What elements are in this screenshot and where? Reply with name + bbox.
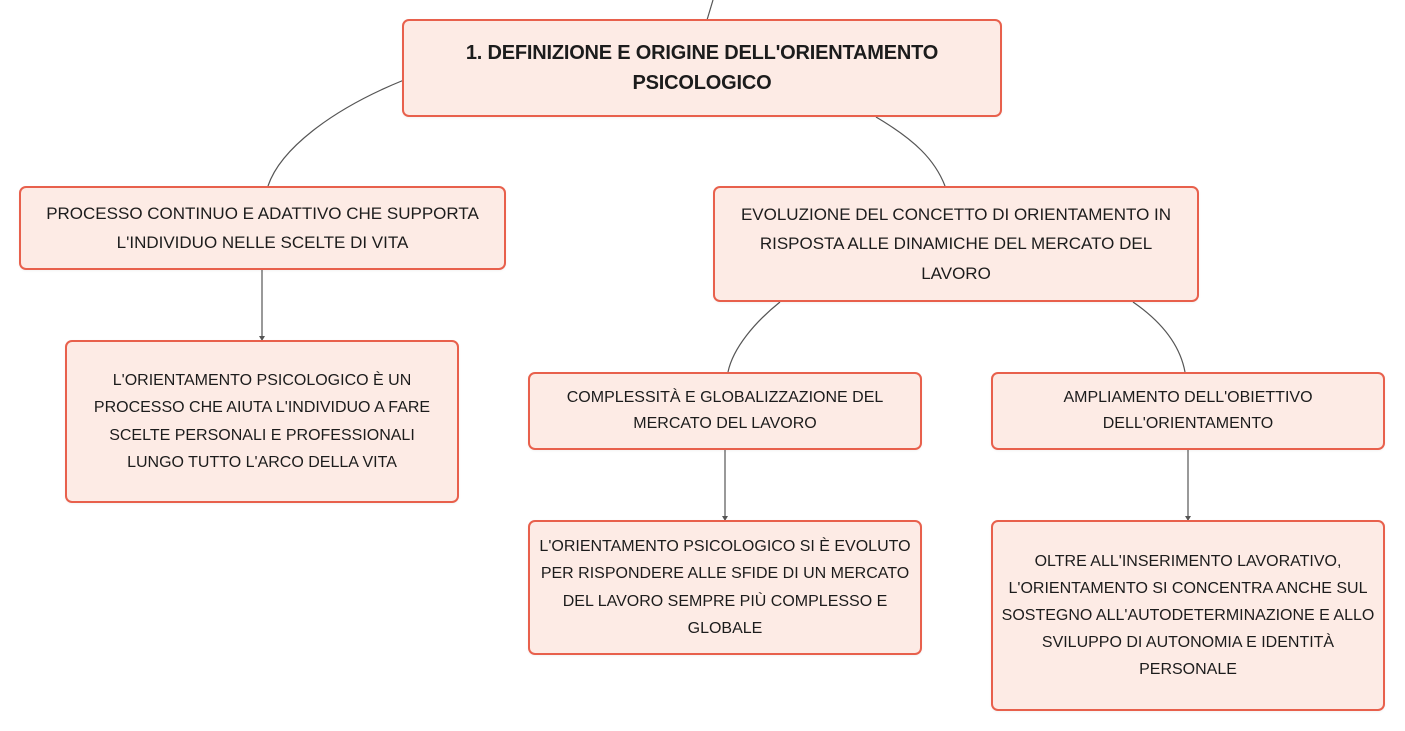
subbranch-node-ampliamento[interactable] (991, 372, 1385, 450)
connector-right-to-complexity (728, 302, 780, 372)
leaf-node-label: OLTRE ALL'INSERIMENTO LAVORATIVO, L'ORIENTAMENTO SI CONCENTRA ANCHE SUL SOSTEGNO ALL'AUTODETERMINAZIONE E ALLO SVILUPPO DI AUTONOMIA E IDENTITÀ PERSONALE (1001, 552, 1375, 679)
branch-node-continuous-process[interactable] (19, 186, 506, 270)
subbranch-node-label: AMPLIAMENTO DELL'OBIETTIVO DELL'ORIENTAMENTO (1063, 389, 1313, 432)
connector-root-to-branch-right (876, 117, 945, 186)
subbranch-node-complexity[interactable] (528, 372, 922, 450)
leaf-node-market-challenges[interactable] (528, 520, 922, 655)
branch-node-concept-evolution[interactable] (713, 186, 1199, 302)
leaf-node-label: L'ORIENTAMENTO PSICOLOGICO È UN PROCESSO CHE AIUTA L'INDIVIDUO A FARE SCELTE PERSONALI E PROFESSIONALI LUNGO TUTTO L'ARCO DELLA VITA (93, 372, 431, 471)
leaf-node-label: L'ORIENTAMENTO PSICOLOGICO SI È EVOLUTO PER RISPONDERE ALLE SFIDE DI UN MERCATO DEL LAVORO SEMPRE PIÙ COMPLESSO E GLOBALE (539, 538, 911, 637)
root-node-label: 1. DEFINIZIONE E ORIGINE DELL'ORIENTAMENTO PSICOLOGICO (465, 42, 939, 94)
branch-node-label: PROCESSO CONTINUO E ADATTIVO CHE SUPPORTA L'INDIVIDUO NELLE SCELTE DI VITA (46, 203, 479, 252)
leaf-node-self-determination[interactable] (991, 520, 1385, 711)
connector-right-to-ampliamento (1133, 302, 1185, 372)
subbranch-node-label: COMPLESSITÀ E GLOBALIZZAZIONE DEL MERCATO DEL LAVORO (566, 389, 884, 432)
connector-incoming-root (707, 0, 713, 20)
leaf-node-definition[interactable] (65, 340, 459, 503)
connector-root-to-branch-left (268, 80, 404, 186)
root-node[interactable] (402, 19, 1002, 117)
branch-node-label: EVOLUZIONE DEL CONCETTO DI ORIENTAMENTO IN RISPOSTA ALLE DINAMICHE DEL MERCATO DEL LAVORO (740, 205, 1172, 283)
